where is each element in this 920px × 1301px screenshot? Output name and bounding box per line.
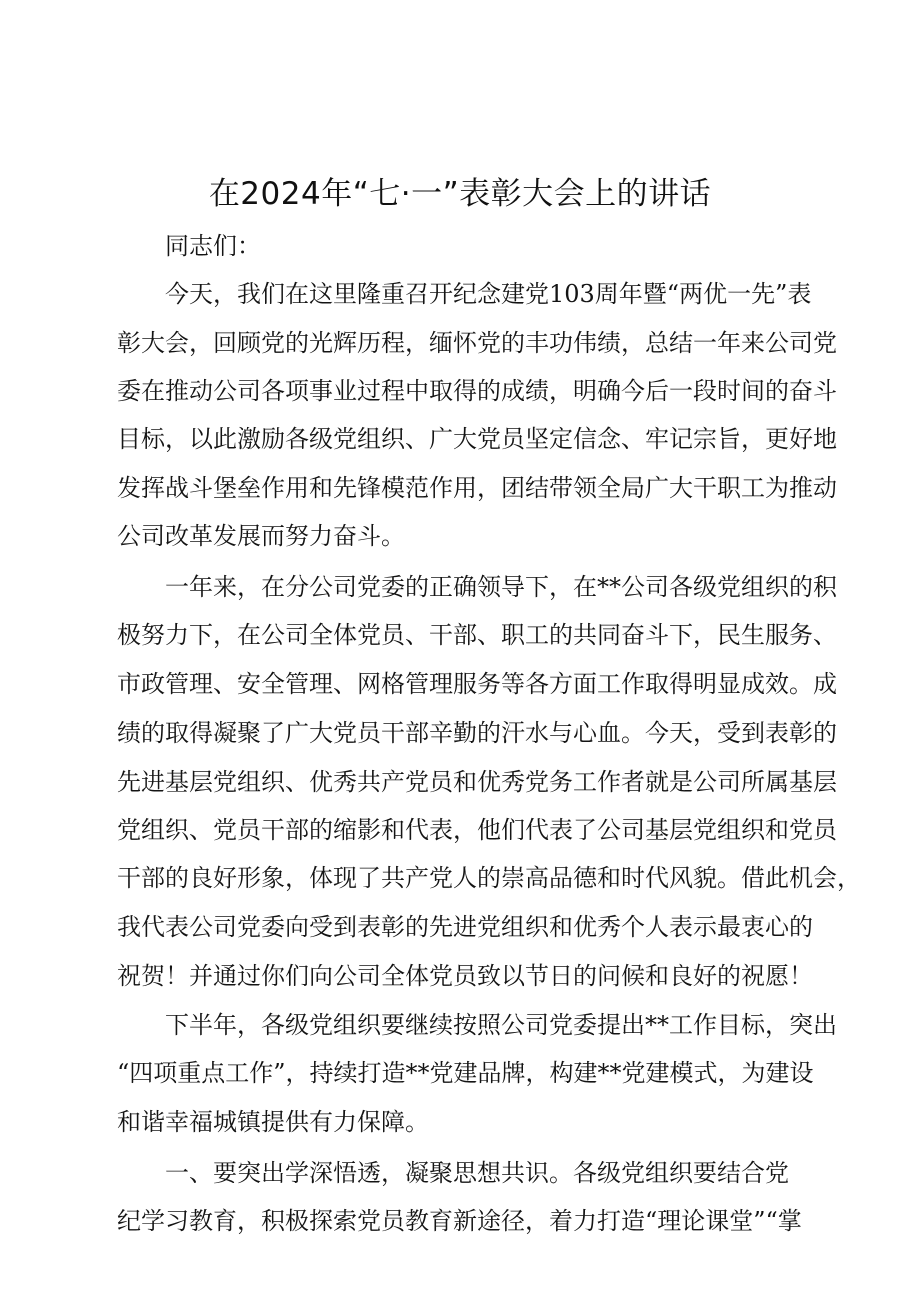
document-title: 在2024年“七·一”表彰大会上的讲话 <box>208 176 712 212</box>
paragraph-line: 纪学习教育，积极探索党员教育新途径，着力打造“理论课堂”“掌 <box>117 1207 802 1235</box>
paragraph-line: 今天，我们在这里隆重召开纪念建党103周年暨“两优一先”表 <box>165 280 812 308</box>
paragraph-line: 党组织、党员干部的缩影和代表，他们代表了公司基层党组织和党员 <box>117 816 837 844</box>
paragraph-line: 公司改革发展而努力奋斗。 <box>117 522 405 550</box>
paragraph-line: 我代表公司党委向受到表彰的先进党组织和优秀个人表示最衷心的 <box>117 913 813 941</box>
paragraph-line: 委在推动公司各项事业过程中取得的成绩，明确今后一段时间的奋斗 <box>117 377 837 405</box>
paragraph-line: “四项重点工作”，持续打造**党建品牌，构建**党建模式，为建设 <box>117 1059 814 1087</box>
paragraph-line: 彰大会，回顾党的光辉历程，缅怀党的丰功伟绩，总结一年来公司党 <box>117 329 837 357</box>
paragraph-line: 绩的取得凝聚了广大党员干部辛勤的汗水与心血。今天，受到表彰的 <box>117 719 837 747</box>
paragraph-line: 和谐幸福城镇提供有力保障。 <box>117 1108 429 1136</box>
paragraph-line: 市政管理、安全管理、网格管理服务等各方面工作取得明显成效。成 <box>117 670 837 698</box>
paragraph-line: 祝贺！并通过你们向公司全体党员致以节日的问候和良好的祝愿！ <box>117 962 813 990</box>
salutation: 同志们： <box>165 232 261 260</box>
paragraph-line: 下半年，各级党组织要继续按照公司党委提出**工作目标，突出 <box>165 1011 837 1039</box>
paragraph-line: 一、要突出学深悟透，凝聚思想共识。各级党组织要结合党 <box>165 1159 789 1187</box>
paragraph-line: 发挥战斗堡垒作用和先锋模范作用，团结带领全局广大干职工为推动 <box>117 474 837 502</box>
paragraph-line: 目标，以此激励各级党组织、广大党员坚定信念、牢记宗旨，更好地 <box>117 425 837 453</box>
paragraph-line: 一年来，在分公司党委的正确领导下，在**公司各级党组织的积 <box>165 573 837 601</box>
paragraph-line: 干部的良好形象，体现了共产党人的崇高品德和时代风貌。借此机会， <box>117 864 861 892</box>
paragraph-line: 先进基层党组织、优秀共产党员和优秀党务工作者就是公司所属基层 <box>117 768 837 796</box>
paragraph-line: 极努力下，在公司全体党员、干部、职工的共同奋斗下，民生服务、 <box>117 621 837 649</box>
